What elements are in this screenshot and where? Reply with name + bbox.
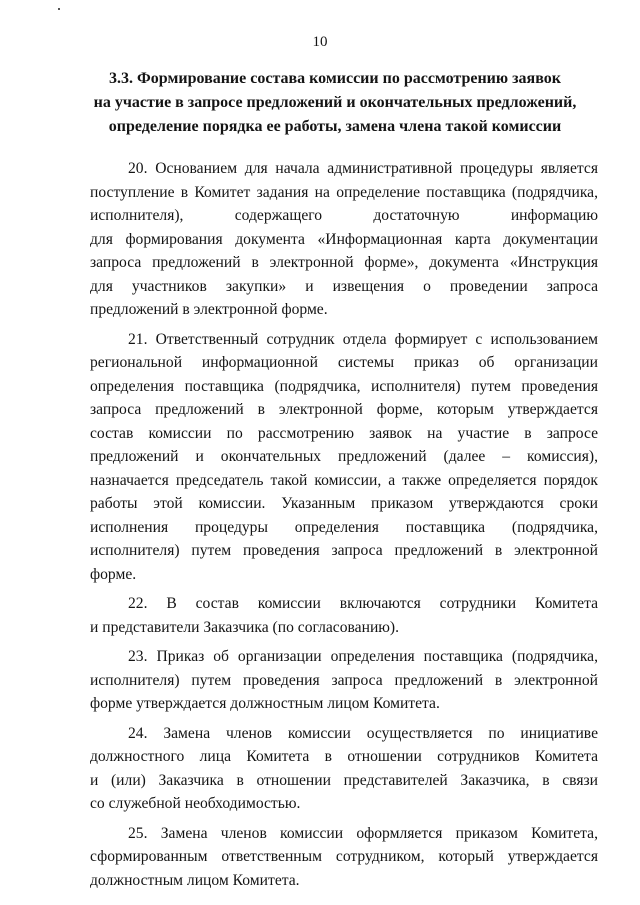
paragraph-24 [90,722,598,816]
text-line: работы этой комиссии. Указанным приказом утверждаются сроки [90,495,598,512]
text-line: запроса предложений в электронной форме, которым утверждается [90,401,598,418]
text-line: определения поставщика (подрядчика, исполнителя) путем проведения [90,377,598,395]
text-line: форме. [90,565,137,583]
text-line: поступление в Комитет задания на определение поставщика (подрядчика, [90,183,598,201]
paragraph-20 [90,157,598,322]
text-line: исполнителя) путем проведения запроса предложений в электронной [90,671,598,689]
text-line: 21. Ответственный сотрудник отдела формирует с использованием [128,330,598,348]
text-line: сформированным ответственным сотрудником, который утверждается [90,848,598,865]
section-heading-line: на участие в запросе предложений и окончательных предложений, [93,94,577,111]
text-line: 23. Приказ об организации определения поставщика (подрядчика, [128,648,598,665]
paragraph-22 [90,592,598,639]
text-line: для формирования документа «Информационная карта документации [90,230,598,248]
text-line: 24. Замена членов комиссии осуществляется по инициативе [128,724,598,742]
section-heading [90,67,580,139]
text-line: и (или) Заказчика в отношении представителей Заказчика, в связи [90,771,598,789]
text-line: исполнения процедуры определения поставщика (подрядчика, [90,518,598,536]
text-line: форме утверждается должностным лицом Комитета. [90,695,440,712]
text-line: региональной информационной системы приказ об организации [90,354,598,371]
text-line: исполнителя) путем проведения запроса предложений в электронной [90,542,598,559]
scan-speck [58,8,60,10]
text-line: исполнителя), содержащего достаточную информацию [90,207,598,224]
text-line: для участников закупки» и извещения о проведении запроса [90,277,598,295]
text-line: назначается председатель такой комиссии, а также определяется порядок [90,471,598,489]
text-line: предложений и окончательных предложений (далее – комиссия), [90,448,598,465]
paragraph-25 [90,822,598,893]
text-line: 22. В состав комиссии включаются сотрудники Комитета [128,595,598,612]
text-line: 25. Замена членов комиссии оформляется приказом Комитета, [128,824,598,842]
text-line: запроса предложений в электронной форме», документа «Инструкция [90,254,598,271]
text-line: со служебной необходимостью. [90,795,301,812]
text-line: должностным лицом Комитета. [90,871,300,889]
text-line: должностного лица Комитета в отношении сотрудников Комитета [90,748,598,765]
paragraph-23 [90,645,598,716]
text-line: состав комиссии по рассмотрению заявок на участие в запросе [90,424,598,442]
text-line: 20. Основанием для начала административной процедуры является [128,160,598,177]
text-line: и представители Заказчика (по согласованию). [90,618,400,636]
paragraph-21 [90,328,598,587]
section-heading-line: определение порядка ее работы, замена члена такой комиссии [108,118,562,135]
section-body [90,157,598,892]
page-number: 10 [312,34,328,50]
section-heading-line: 3.3. Формирование состава комиссии по рассмотрению заявок [109,70,561,87]
text-line: предложений в электронной форме. [90,301,328,318]
